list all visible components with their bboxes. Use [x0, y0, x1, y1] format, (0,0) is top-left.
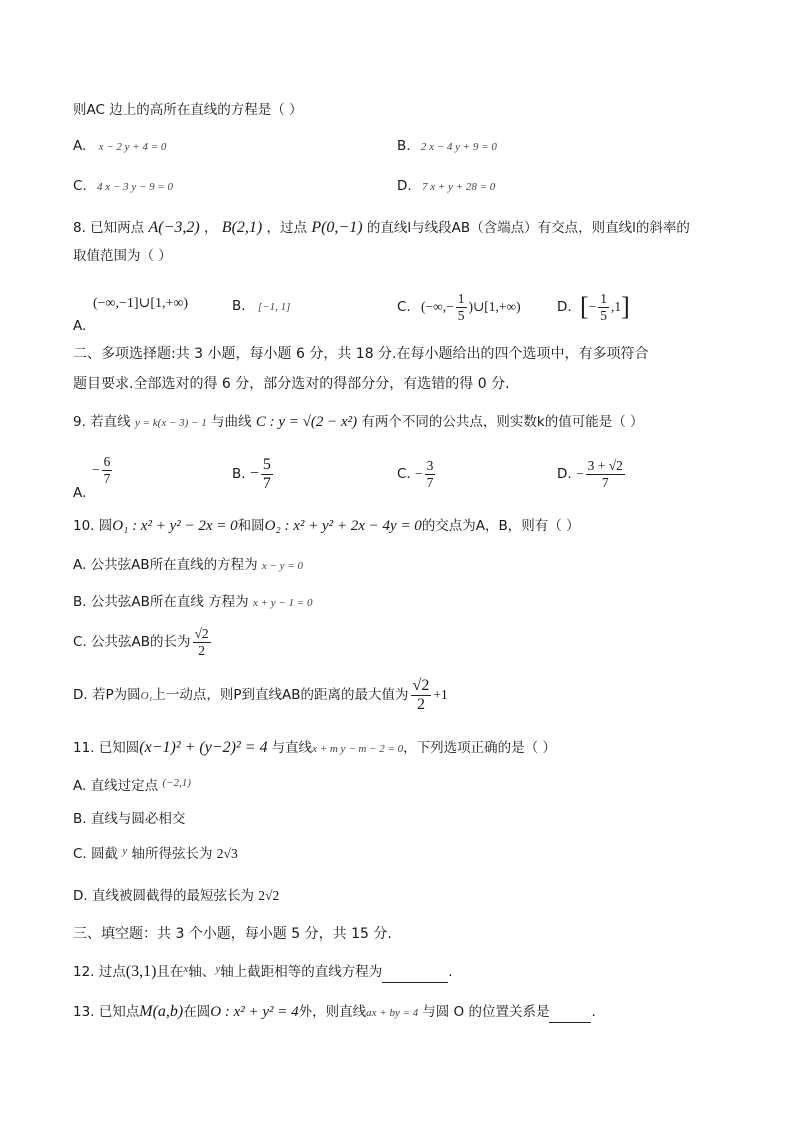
q8-rest-text: 的直线l与线段AB（含端点）有交点，则直线l的斜率的: [366, 220, 690, 236]
option-c-denominator: 2: [198, 642, 205, 658]
point-a: A(−3,2): [148, 219, 200, 236]
option-b-equation: x + y − 1 = 0: [252, 597, 313, 609]
q11-option-d[interactable]: [73, 886, 279, 906]
q9-number: 9. 若直线: [73, 414, 131, 430]
option-c-text-2: 轴所得弦长为: [131, 846, 213, 862]
option-c-numerator: 3: [426, 458, 434, 473]
option-label: B.: [232, 298, 246, 314]
option-d-tail: +1: [433, 687, 448, 702]
option-c-denominator: 7: [426, 474, 434, 490]
option-a-equation: x − 2 y + 4 = 0: [98, 141, 167, 153]
option-a-text: A. 直线过定点: [73, 778, 159, 794]
option-a-point: (−2,1): [162, 777, 191, 789]
q10-number: 10. 圆: [73, 518, 113, 534]
q12-stem: [73, 962, 453, 983]
q13-number: 13. 已知点: [73, 1004, 140, 1020]
q8-stem: 8. 已知两点 A(−3,2) ， B(2,1) ，过点 P(0,−1) 的直线l与线段AB（含端点）有交点，则直线l的斜率的: [73, 219, 690, 236]
q8-option-a[interactable]: [93, 293, 188, 314]
option-label: C.: [73, 178, 87, 194]
option-d-denominator: 7: [601, 474, 609, 490]
q8-number: 8. 已知两点: [73, 220, 145, 236]
option-d-text-1: D. 若P为圆: [73, 687, 141, 703]
option-c-axis: y: [122, 845, 128, 857]
option-c-left: (−∞,−: [421, 299, 454, 314]
option-d-right: ,1: [611, 299, 622, 314]
option-d-equation: 7 x + y + 28 = 0: [421, 181, 496, 193]
option-a-text: A. 公共弦AB所在直线的方程为: [73, 557, 258, 573]
q12-text-2: 轴、: [188, 964, 216, 980]
q13-answer-blank[interactable]: [549, 1008, 591, 1023]
q9-line-equation: y = k(x − 3) − 1: [134, 417, 207, 429]
option-b-text: B. 公共弦AB所在直线 方程为: [73, 594, 249, 610]
q10-circle-1: O₁ : x² + y² − 2x = 0: [112, 518, 238, 534]
q7-option-a[interactable]: [73, 136, 166, 157]
q10-option-c[interactable]: [73, 624, 213, 660]
option-c-sign: −: [415, 466, 423, 481]
q9-stem: [73, 412, 644, 433]
option-d-left: −: [588, 299, 597, 314]
option-label: C.: [397, 299, 411, 315]
option-b-numerator: 5: [262, 455, 271, 473]
q9-option-c[interactable]: [397, 456, 437, 492]
point-b: B(2,1): [221, 219, 263, 236]
option-d-circle: O₁: [140, 690, 153, 702]
q10-stem: [73, 516, 580, 536]
option-a-denominator: 7: [103, 470, 111, 486]
option-d-denominator: 5: [600, 307, 608, 323]
option-c-equation: 4 x − 3 y − 9 = 0: [97, 181, 174, 193]
q10-mid-text: 和圆: [237, 518, 265, 534]
q13-point: M(a,b): [139, 1003, 184, 1020]
q12-text-3: 轴上截距相等的直线方程为: [220, 964, 383, 980]
q11-mid-text: 与直线: [271, 740, 313, 756]
q13-line-equation: ax + by = 4: [366, 1007, 419, 1019]
q8-option-c[interactable]: [397, 292, 521, 322]
option-label: B.: [397, 138, 411, 154]
section-2-instructions: 二、多项选择题:共 3 小题，每小题 6 分，共 18 分.在每小题给出的四个选项中，有多项符合: [73, 346, 649, 362]
q11-option-a[interactable]: [73, 776, 191, 797]
q7-option-c[interactable]: [73, 176, 173, 197]
q12-x-axis: x: [183, 963, 189, 975]
option-d-denominator: 2: [416, 695, 425, 713]
option-d-sign: −: [575, 466, 584, 481]
option-label: C.: [397, 466, 411, 482]
option-d-numerator: √2: [412, 676, 430, 694]
option-c-numerator: √2: [194, 626, 209, 641]
q10-option-b[interactable]: [73, 592, 312, 613]
q7-option-b[interactable]: [397, 136, 497, 157]
option-c-text-1: C. 圆截: [73, 846, 119, 862]
q8-option-d[interactable]: D. [− $\frac{1}{5}$ ,1]: [557, 291, 630, 323]
option-b-interval: [−1, 1]: [257, 301, 291, 313]
q11-option-b[interactable]: B. 直线与圆必相交: [73, 811, 186, 827]
q11-stem: [73, 738, 556, 759]
q10-option-d[interactable]: [73, 676, 448, 715]
q11-option-c[interactable]: [73, 844, 238, 865]
option-c-text: C. 公共弦AB的长为: [73, 634, 191, 650]
section-2-instructions-line2: 题目要求.全部选对的得 6 分，部分选对的得部分分，有选错的得 0 分.: [73, 376, 510, 392]
q9-rest-text: 有两个不同的公共点，则实数k的值可能是（ ）: [361, 414, 644, 430]
q10-circle-2: O₂ : x² + y² + 2x − 4y = 0: [264, 518, 422, 534]
q11-circle-equation: (x−1)² + (y−2)² = 4: [139, 739, 268, 756]
q8-option-a-label[interactable]: A.: [73, 318, 87, 334]
point-p: P(0,−1): [311, 219, 363, 236]
option-b-denominator: 7: [262, 474, 271, 492]
q13-stem: [73, 1002, 596, 1023]
option-c-numerator: 1: [457, 291, 465, 306]
q7-stem: 则AC 边上的高所在直线的方程是（ ）: [73, 102, 303, 118]
option-a-equation: x − y = 0: [261, 560, 303, 572]
option-c-denominator: 5: [457, 307, 465, 323]
q9-mid-text: 与曲线: [211, 414, 252, 430]
q13-text-3: 与圆 O 的位置关系是: [422, 1004, 550, 1020]
option-d-value: 2√2: [258, 888, 280, 903]
q8-pass-text: ，过点: [266, 220, 308, 236]
q9-curve-equation: C : y = √(2 − x²): [255, 414, 358, 430]
q10-option-a[interactable]: [73, 555, 303, 576]
q9-option-d[interactable]: [557, 456, 627, 492]
q9-option-b[interactable]: [232, 456, 275, 492]
q8-option-b[interactable]: [232, 296, 290, 317]
option-d-text: D. 直线被圆截得的最短弦长为: [73, 888, 254, 904]
option-b-sign: −: [249, 465, 259, 482]
option-b-equation: 2 x − 4 y + 9 = 0: [420, 141, 497, 153]
q12-point: (3,1): [125, 963, 157, 980]
q12-y-axis: y: [215, 963, 221, 975]
option-c-right: )∪[1,+∞): [468, 299, 521, 314]
option-d-numerator: 3 + √2: [587, 458, 623, 473]
q12-end: .: [448, 964, 453, 980]
q12-number: 12. 过点: [73, 964, 126, 980]
section-3-instructions: 三、填空题：共 3 个小题，每小题 5 分，共 15 分.: [73, 926, 392, 942]
q9-option-a[interactable]: [92, 452, 114, 488]
option-a-sign: −: [92, 462, 100, 477]
option-a-numerator: 6: [103, 454, 111, 469]
q11-line-equation: x + m y − m − 2 = 0: [312, 743, 404, 755]
q8-stem-line2: 取值范围为（ ）: [73, 248, 172, 264]
option-label: D.: [557, 299, 572, 315]
option-a-interval: (−∞,−1]∪[1,+∞): [93, 296, 189, 311]
option-d-numerator: 1: [600, 291, 608, 306]
option-c-value: 2√3: [216, 846, 238, 861]
option-label: D.: [557, 466, 572, 482]
q13-text-1: 在圆: [183, 1004, 211, 1020]
option-label: B.: [232, 466, 246, 482]
q11-number: 11. 已知圆: [73, 740, 140, 756]
q13-text-2: 外，则直线: [298, 1004, 367, 1020]
option-label: A.: [73, 138, 87, 154]
q11-rest-text: ，下列选项正确的是（ ）: [403, 740, 556, 756]
q7-option-d[interactable]: [397, 176, 495, 197]
q10-rest-text: 的交点为A，B，则有（ ）: [421, 518, 580, 534]
option-d-text-2: 上一动点，则P到直线AB的距离的最大值为: [152, 687, 409, 703]
q9-option-a-label[interactable]: A.: [73, 485, 87, 501]
q13-circle-equation: O : x² + y² = 4: [210, 1004, 299, 1020]
q12-text-1: 且在: [156, 964, 184, 980]
q13-end: .: [591, 1004, 596, 1020]
option-label: D.: [397, 178, 412, 194]
q12-answer-blank[interactable]: [382, 968, 448, 983]
